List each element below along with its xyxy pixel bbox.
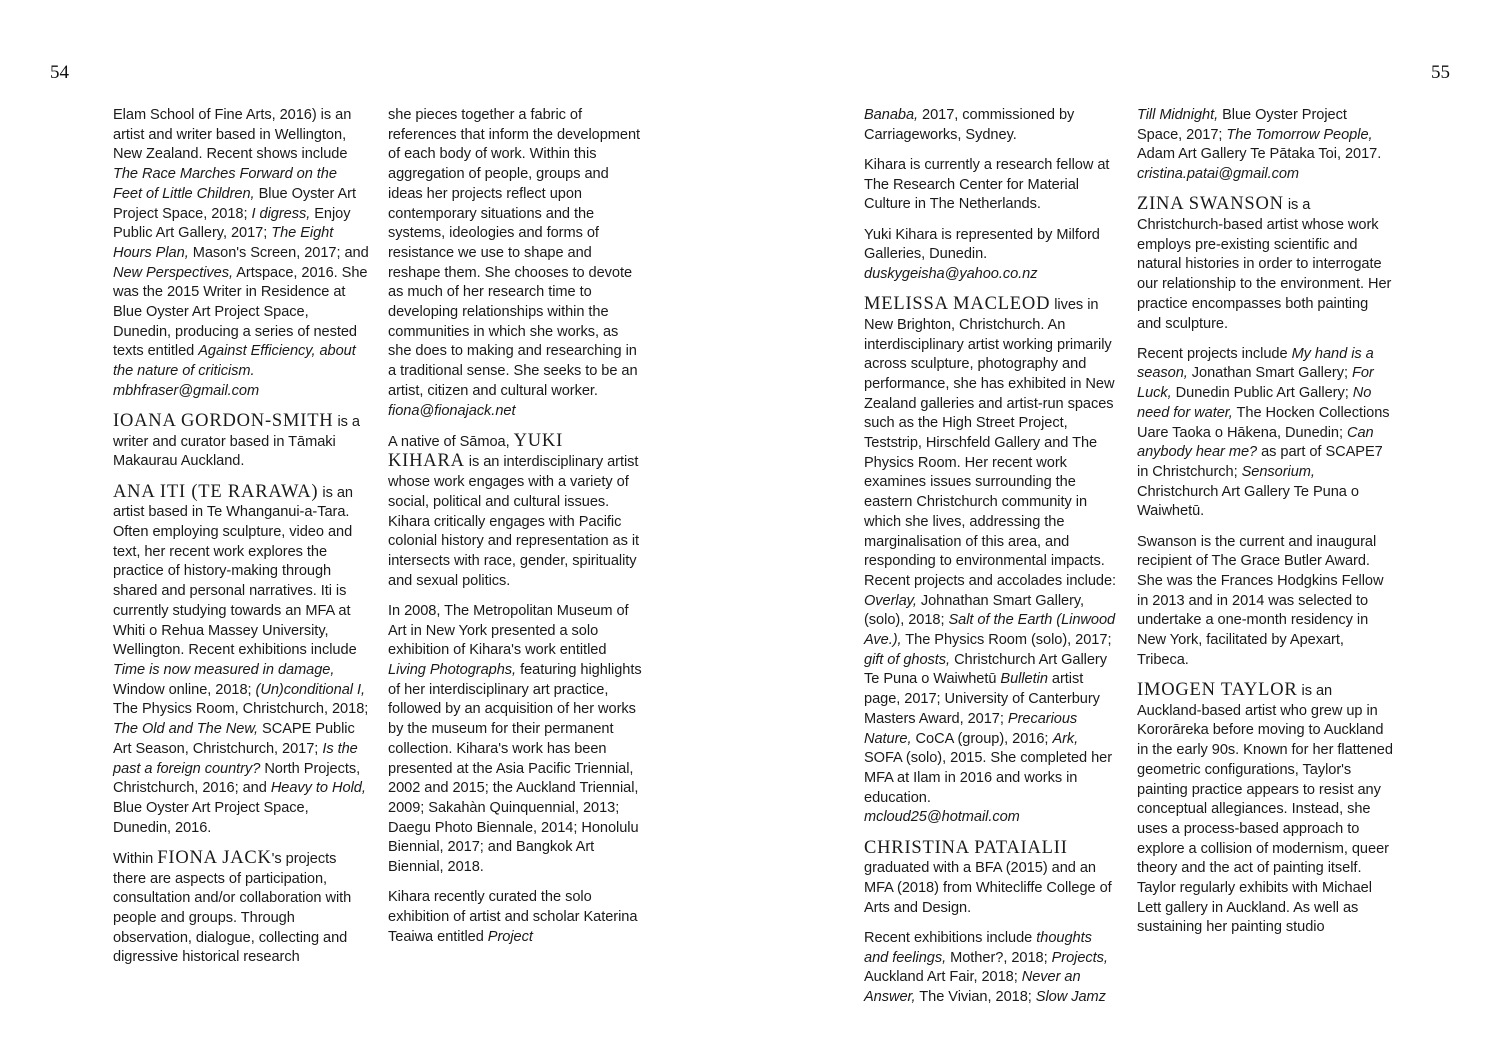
email-text: fiona@fionajack.net xyxy=(388,402,516,419)
body-text: Jonathan Smart Gallery; xyxy=(1187,365,1352,382)
body-text: 's projects there are aspects of participation, consultation and/or collaboration with people and groups. Through observation, dialogue, collecting and digressive historical research xyxy=(113,850,352,966)
italic-title: My hand is a season, xyxy=(1137,345,1374,382)
italic-title: Against Efficiency, about the nature of criticism. xyxy=(113,343,356,380)
italic-title: New Perspectives, xyxy=(113,264,233,281)
italic-title: No need for water, xyxy=(1137,385,1372,421)
italic-title: Can anybody hear me? xyxy=(1137,424,1374,461)
italic-title: Banaba, xyxy=(864,107,919,123)
paragraph xyxy=(113,483,369,839)
body-text: Mother?, 2018; xyxy=(946,949,1052,966)
artist-name: FIONA JACK xyxy=(157,847,272,868)
body-text: Dunedin Public Art Gallery; xyxy=(1171,385,1353,402)
italic-title: Heavy to Hold, xyxy=(270,780,366,797)
italic-title: Is the past a foreign country? xyxy=(113,740,358,777)
body-text: Recent projects include xyxy=(1137,345,1292,362)
body-text: In 2008, The Metropolitan Museum of Art in New York presented a solo exhibition of Kihara's work entitled xyxy=(388,602,629,659)
italic-title: Precarious Nature, xyxy=(864,710,1078,747)
paragraph xyxy=(1137,681,1393,938)
paragraph xyxy=(113,412,369,472)
artist-name: YUKI KIHARA xyxy=(388,430,564,472)
italic-title: The Eight Hours Plan, xyxy=(113,225,334,261)
body-text: The Physics Room (solo), 2017; xyxy=(901,632,1112,649)
italic-title: The Race Marches Forward on the Feet of Little Children, xyxy=(113,166,337,202)
body-text: Christchurch Art Gallery Te Puna o Waiwhetū xyxy=(864,651,1107,688)
body-text: is an artist based in Te Whanganui-a-Tara. Often employing sculpture, video and text, her recent work explores the practice of history-making through shared and personal narratives. Iti is currently studying towards an MFA at Whiti o Rehua Massey University, Wellington. Recent exhibitions include xyxy=(113,484,357,659)
italic-title: thoughts and feelings, xyxy=(864,929,1092,966)
paragraph xyxy=(864,106,1120,145)
body-text: Recent exhibitions include xyxy=(864,929,1037,946)
body-text: is an interdisciplinary artist whose work engages with a variety of social, political and cultural issues. Kihara critically engages with Pacific colonial history and representation as it intersects with race, gender, spirituality and sexual politics. xyxy=(388,454,640,589)
italic-title: The Tomorrow People, xyxy=(1226,126,1373,143)
italic-title: Project xyxy=(487,928,533,945)
italic-title: Ark, xyxy=(1052,730,1079,747)
italic-title: gift of ghosts, xyxy=(864,651,951,668)
body-text: Blue Oyster Art Project Space, 2018; xyxy=(113,185,356,222)
body-text: Johnathan Smart Gallery, (solo), 2018; xyxy=(864,592,1085,629)
paragraph xyxy=(1137,345,1393,522)
paragraph xyxy=(113,849,369,968)
body-text: featuring highlights of her interdisciplinary art practice, followed by an acquisition of her works by the museum for their permanent collection. Kihara's work has been presented at the Asia Pacific Triennial, 2002 and 2015; the Auckland Triennial, 2009; Sakahàn Quinquennial, 2013; Daegu Photo Biennale, 2014; Honolulu Biennial, 2017; and Bangkok Art Biennial, 2018. xyxy=(388,661,642,876)
body-text: Enjoy Public Art Gallery, 2017; xyxy=(113,205,351,242)
italic-title: Never an Answer, xyxy=(864,969,1081,1006)
body-text: Kihara recently curated the solo exhibition of artist and scholar Katerina Teaiwa entitled xyxy=(388,889,638,945)
italic-title: Salt of the Earth (Linwood Ave.), xyxy=(864,612,1116,649)
text-column-2 xyxy=(388,106,644,958)
paragraph xyxy=(1137,195,1393,334)
artist-name: CHRISTINA PATAIALII xyxy=(864,837,1068,858)
body-text: The Hocken Collections Uare Taoka o Hākena, Dunedin; xyxy=(1137,404,1390,441)
body-text: SCAPE Public Art Season, Christchurch, 2017; xyxy=(113,721,355,757)
paragraph xyxy=(388,888,644,947)
italic-title: The Old and The New, xyxy=(113,721,259,738)
italic-title: For Luck, xyxy=(1137,365,1374,402)
body-text: Adam Art Gallery Te Pātaka Toi, 2017. xyxy=(1137,146,1382,163)
italic-title: Slow Jamz xyxy=(1035,989,1106,1006)
body-text: CoCA (group), 2016; xyxy=(911,730,1053,747)
paragraph xyxy=(1137,106,1393,185)
paragraph xyxy=(864,156,1120,215)
page-number-left: 54 xyxy=(50,62,69,83)
body-text: 2017, commissioned by Carriageworks, Sydney. xyxy=(864,107,1075,143)
body-text: Blue Oyster Project Space, 2017; xyxy=(1137,107,1347,143)
paragraph xyxy=(113,106,369,402)
body-text: is a writer and curator based in Tāmaki Makaurau Auckland. xyxy=(113,414,360,470)
body-text: Elam School of Fine Arts, 2016) is an artist and writer based in Wellington, New Zealand. Recent shows include xyxy=(113,107,352,163)
body-text: as part of SCAPE7 in Christchurch; xyxy=(1137,444,1383,480)
body-text: is an Auckland-based artist who grew up in Kororāreka before moving to Auckland in the early 90s. Known for her flattened geometric configurations, Taylor's painting practice appears to resist any conceptual allegiances. Instead, she uses a process-based approach to explore a collision of modernism, queer theory and the act of painting itself. Taylor regularly exhibits with Michael Lett gallery in Auckland. As well as sustaining her painting studio xyxy=(1137,682,1393,936)
body-text: Mason's Screen, 2017; and xyxy=(188,244,369,261)
italic-title: Projects, xyxy=(1051,949,1108,966)
body-text: Artspace, 2016. She was the 2015 Writer in Residence at Blue Oyster Art Project Space, Dunedin, producing a series of nested texts entitled xyxy=(113,264,368,360)
body-text: lives in New Brighton, Christchurch. An interdisciplinary artist working primarily across sculpture, photography and performance, she has exhibited in New Zealand galleries and artist-run spaces such as the High Street Project, Teststrip, Hirschfeld Gallery and The Physics Room. Her recent work examines issues surrounding the eastern Christchurch community in which she lives, addressing the marginalisation of this area, and responding to environmental impacts. Recent projects and accolades include: xyxy=(864,297,1117,589)
body-text: is a Christchurch-based artist whose work employs pre-existing scientific and natural histories in order to interrogate our relationship to the environment. Her practice encompasses both painting and sculpture. xyxy=(1137,197,1392,332)
italic-title: Overlay, xyxy=(864,592,917,609)
body-text: North Projects, Christchurch, 2016; and xyxy=(113,760,361,797)
body-text: Swanson is the current and inaugural recipient of The Grace Butler Award. She was the Frances Hodgkins Fellow in 2013 and in 2014 was selected to undertake a one-month residency in New York, facilitated by Apexart, Tribeca. xyxy=(1137,533,1384,668)
body-text: Window online, 2018; xyxy=(113,681,256,698)
body-text: The Vivian, 2018; xyxy=(915,989,1036,1006)
artist-name: IOANA GORDON-SMITH xyxy=(113,411,334,432)
artist-name: ZINA SWANSON xyxy=(1137,194,1284,215)
paragraph xyxy=(864,295,1120,828)
paragraph xyxy=(864,839,1120,919)
body-text: graduated with a BFA (2015) and an MFA (2018) from Whitecliffe College of Arts and Design. xyxy=(864,860,1112,916)
paragraph xyxy=(388,432,644,592)
artist-name: ANA ITI (TE RARAWA) xyxy=(113,481,319,502)
body-text: Yuki Kihara is represented by Milford Galleries, Dunedin. xyxy=(864,226,1100,263)
artist-name: MELISSA MACLEOD xyxy=(864,294,1051,315)
email-text: duskygeisha@yahoo.co.nz xyxy=(864,265,1038,282)
text-column-1 xyxy=(113,106,369,979)
email-text: mbhfraser@gmail.com xyxy=(113,382,260,399)
italic-title: Time is now measured in damage, xyxy=(113,661,335,678)
body-text: Blue Oyster Art Project Space, Dunedin, 2016. xyxy=(113,799,309,836)
italic-title: (Un)conditional I, xyxy=(255,681,365,698)
artist-name: IMOGEN TAYLOR xyxy=(1137,679,1298,700)
email-text: cristina.patai@gmail.com xyxy=(1137,166,1300,183)
paragraph xyxy=(388,106,644,421)
email-text: mcloud25@hotmail.com xyxy=(864,809,1020,826)
body-text: Within xyxy=(113,850,158,867)
paragraph xyxy=(1137,533,1393,671)
body-text: Christchurch Art Gallery Te Puna o Waiwhetū. xyxy=(1137,483,1359,520)
paragraph xyxy=(864,226,1120,285)
page-number-right: 55 xyxy=(1431,62,1450,83)
italic-title: I digress, xyxy=(251,205,311,222)
italic-title: Bulletin xyxy=(1000,671,1048,688)
body-text: The Physics Room, Christchurch, 2018; xyxy=(113,701,369,718)
text-column-4 xyxy=(1137,106,1393,949)
body-text: A native of Sāmoa, xyxy=(388,433,514,450)
body-text: SOFA (solo), 2015. She completed her MFA at Ilam in 2016 and works in education. xyxy=(864,750,1113,806)
body-text: she pieces together a fabric of references that inform the development of each body of work. Within this aggregation of people, groups and ideas her projects reflect upon contemporary situations and the systems, ideologies and forms of resistance we use to shape and reshape them. She chooses to devote as much of her research time to developing relationships within the communities in which she works, as she does to making and researching in a traditional sense. She seeks to be an artist, citizen and cultural worker. xyxy=(388,107,641,399)
body-text: Auckland Art Fair, 2018; xyxy=(864,969,1022,986)
body-text: artist page, 2017; University of Canterbury Masters Award, 2017; xyxy=(864,671,1100,727)
text-column-3 xyxy=(864,106,1120,1018)
body-text: Kihara is currently a research fellow at The Research Center for Material Culture in The Netherlands. xyxy=(864,156,1110,213)
paragraph xyxy=(388,602,644,878)
paragraph xyxy=(864,929,1120,1008)
italic-title: Living Photographs, xyxy=(388,661,517,678)
italic-title: Till Midnight, xyxy=(1137,107,1219,123)
italic-title: Sensorium, xyxy=(1241,463,1315,480)
